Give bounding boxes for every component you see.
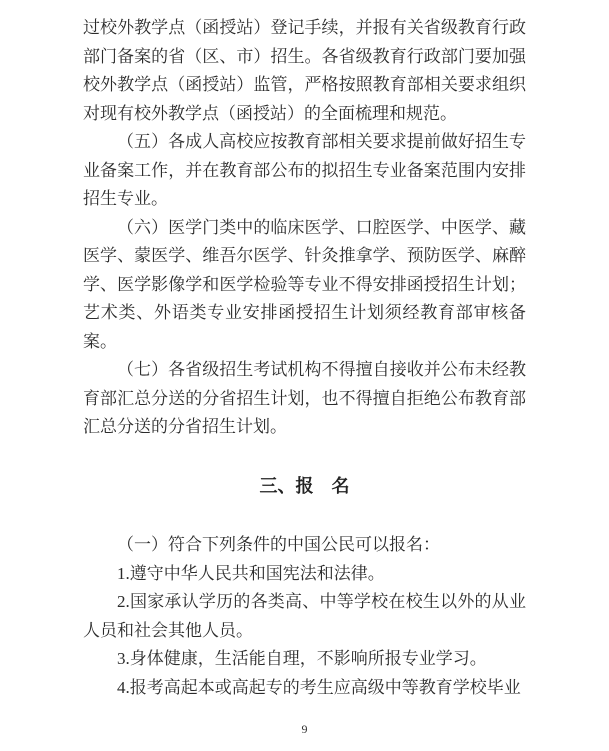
list-item-1: 1.遵守中华人民共和国宪法和法律。	[117, 563, 385, 583]
paragraph-subsection-one: （一）符合下列条件的中国公民可以报名：	[117, 535, 440, 554]
paragraph-item-six: （六）医学门类中的临床医学、口腔医学、中医学、藏医学、蒙医学、维吾尔医学、针灸推拿学、预防医学、麻醉学、医学影像学和医学检验等专业不得安排函授招生计划；艺术类、外语类专业安排函授招生计划须经教育部审核备案。	[83, 217, 526, 351]
section-heading: 三、报 名	[259, 475, 350, 496]
list-item-4: 4.报考高起本或高起专的考生应高级中等教育学校毕业	[117, 677, 521, 697]
paragraph-continuation: 过校外教学点（函授站）登记手续，并报有关省级教育行政部门备案的省（区、市）招生。各省级教育行政部门要加强校外教学点（函授站）监管，严格按照教育部相关要求组织对现有校外教学点（函授站）的全面梳理和规范。	[83, 18, 526, 123]
paragraph-item-five: （五）各成人高校应按教育部相关要求提前做好招生专业备案工作，并在教育部公布的拟招生专业备案范围内安排招生专业。	[83, 132, 526, 208]
paragraph-item-seven: （七）各省级招生考试机构不得擅自接收并公布未经教育部汇总分送的分省招生计划，也不得擅自拒绝公布教育部汇总分送的分省招生计划。	[83, 360, 526, 436]
list-item-2: 2.国家承认学历的各类高、中等学校在校生以外的从业人员和社会其他人员。	[83, 592, 526, 640]
list-item-3: 3.身体健康，生活能自理，不影响所报专业学习。	[117, 649, 487, 668]
page-number: 9	[301, 722, 308, 736]
document-body	[83, 14, 526, 702]
